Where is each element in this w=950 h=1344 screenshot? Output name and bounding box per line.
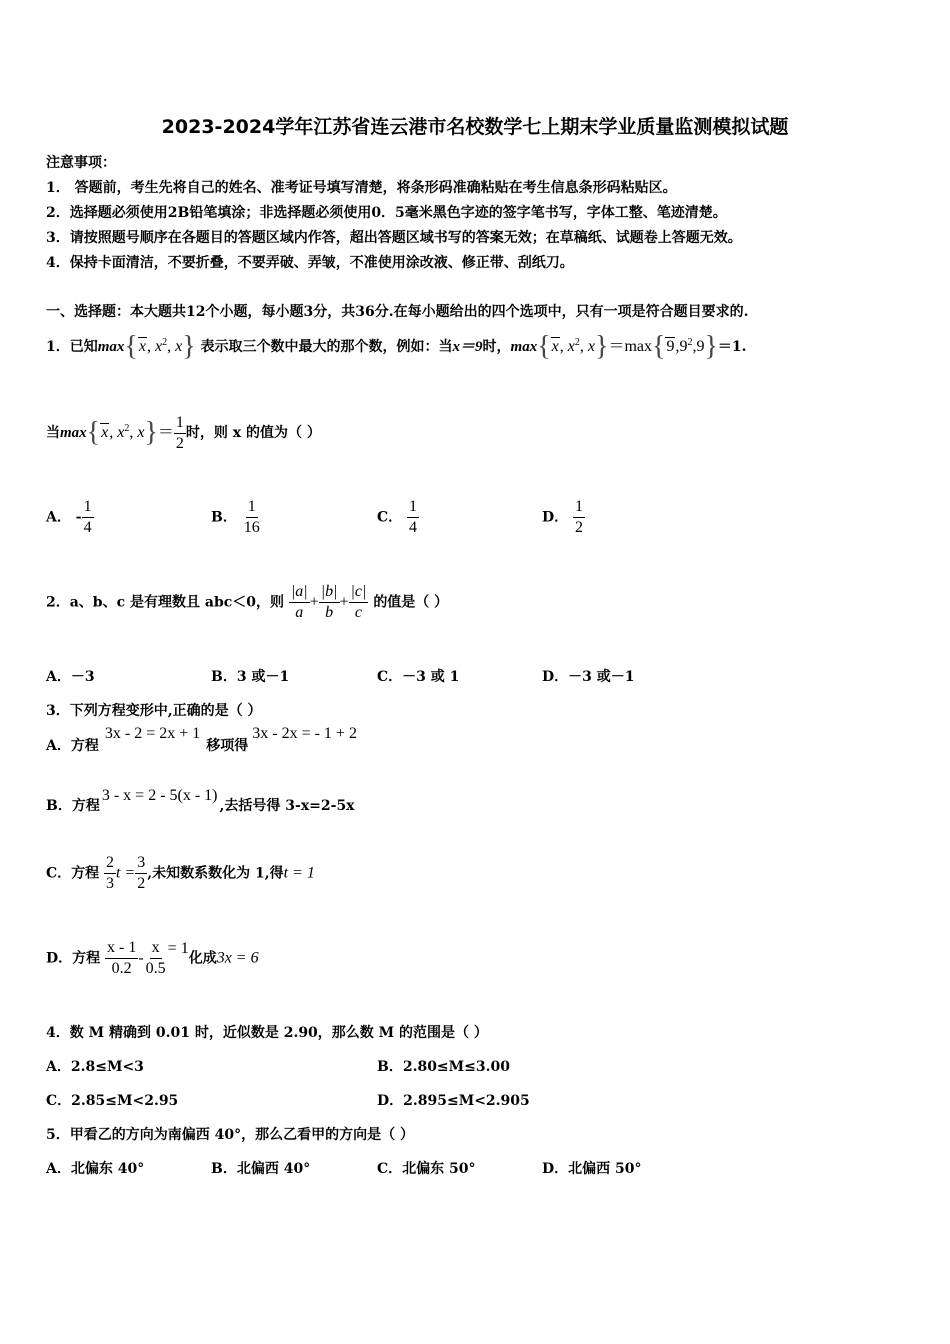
q1-half: $\frac{1}{2}$ [175,413,184,452]
q1-end: ＝1. [717,339,747,355]
notice-item-2: 2．选择题必须使用2B铅笔填涂；非选择题必须使用0．5毫米黑色字迹的签字笔书写，字体工整、笔迹清楚。 [46,205,727,221]
q1-max-2: max [510,339,538,355]
q1-option-a: A． - $\frac{1}{4}$ [46,498,92,536]
q1-set: x, $x^2$, x [138,337,183,355]
q2-stem: 2．a、b、c 是有理数且 abc＜0，则 $\frac{|a|}{a}$ + $\frac{|b|}{b}$ + $\frac{|c|}{c}$ 的值是（ ） [46,583,449,621]
q2-prefix: 2．a、b、c 是有理数且 abc＜0，则 [46,594,284,611]
q1-option-b: B． $\frac{1}{16}$ [211,498,260,536]
q2-option-d: D．－3 或－1 [542,669,635,685]
q1-mid2: 时， [482,339,511,355]
q3-option-d: D．方程 $\frac{x - 1}{0.2}$ - $\frac{x}{0.5}$ = 1化成3x = 6 [46,939,259,977]
q4-option-d: D．2.895≤M<2.905 [377,1093,530,1109]
q3-option-a: A．方程3x - 2 = 2x + 1移项得3x - 2x = - 1 + 2 [46,725,357,754]
q1-max: max [97,339,125,355]
notice-item-3: 3．请按照题号顺序在各题目的答题区域内作答，超出答题区域书写的答案无效；在草稿纸、试题卷上答题无效。 [46,230,742,246]
q1-set2: $9,9^2,9$ [666,337,705,355]
q1-option-c: C． $\frac{1}{4}$ [377,498,418,536]
q5-option-a: A．北偏东 40° [46,1161,145,1177]
q1-line2-set: x, $x^2$, x [101,423,145,441]
q1-stem: 1．已知max{x, $x^2$, x} 表示取三个数中最大的那个数，例如：当x＝9时，max{x, $x^2$, $x\}=\max\{9,9^2,9\}=1$. [46,331,747,362]
q4-option-a: A．2.8≤M<3 [46,1059,144,1075]
q1-set-b: x, $x^2$, x [551,337,595,355]
q1-option-d: D． $\frac{1}{2}$ [542,498,584,536]
q5-option-c: C．北偏东 50° [377,1161,476,1177]
q2-suffix: 的值是（ ） [373,594,449,611]
q1-mid: 表示取三个数中最大的那个数，例如：当 [200,339,453,355]
q1-line2-prefix: 当 [46,425,60,441]
q4-option-c: C．2.85≤M<2.95 [46,1093,179,1109]
q1-eq: ＝max [608,338,653,355]
q1-line2: 当max{x, $x^2$, x}＝ $\frac{1}{2}$ 时，则 x 的值为（ ） [46,413,321,452]
q1-prefix: 1．已知 [46,339,98,355]
q4-stem: 4．数 M 精确到 0.01 时，近似数是 2.90，那么数 M 的范围是（ ） [46,1025,488,1041]
q5-option-d: D．北偏西 50° [542,1161,642,1177]
notice-item-4: 4．保持卡面清洁，不要折叠，不要弄破、弄皱，不准使用涂改液、修正带、刮纸刀。 [46,255,574,271]
q3-option-c: C．方程 $\frac{2}{3}$ t = $\frac{3}{2}$ ,未知数系数化为 1,得t = 1 [46,854,315,892]
page-title: 2023-2024学年江苏省连云港市名校数学七上期末学业质量监测模拟试题 [161,116,789,138]
q1-line2-end: 时，则 x 的值为（ ） [185,425,321,441]
q5-option-b: B．北偏西 40° [211,1161,311,1177]
q1-line2-max: max [60,425,87,441]
notice-heading: 注意事项： [46,155,116,171]
q3-stem: 3．下列方程变形中,正确的是（ ） [46,703,262,719]
q2-option-b: B．3 或－1 [211,669,290,685]
notice-item-1: 1． 答题前，考生先将自己的姓名、准考证号填写清楚，将条形码准确粘贴在考生信息条形码粘贴区。 [46,180,677,196]
q4-option-b: B．2.80≤M≤3.00 [377,1059,510,1075]
q3-option-b: B．方程3 - x = 2 - 5(x - 1),去括号得 3-x=2-5x [46,787,355,814]
section-heading: 一、选择题：本大题共12个小题，每小题3分，共36分.在每小题给出的四个选项中，只有一项是符合题目要求的. [46,304,749,320]
q5-stem: 5．甲看乙的方向为南偏西 40°，那么乙看甲的方向是（ ） [46,1127,414,1143]
q2-option-c: C．－3 或 1 [377,669,460,685]
q2-option-a: A．－3 [46,669,95,685]
q1-xeq: x＝9 [452,339,483,355]
q1-line2-eq: ＝ [157,424,174,441]
